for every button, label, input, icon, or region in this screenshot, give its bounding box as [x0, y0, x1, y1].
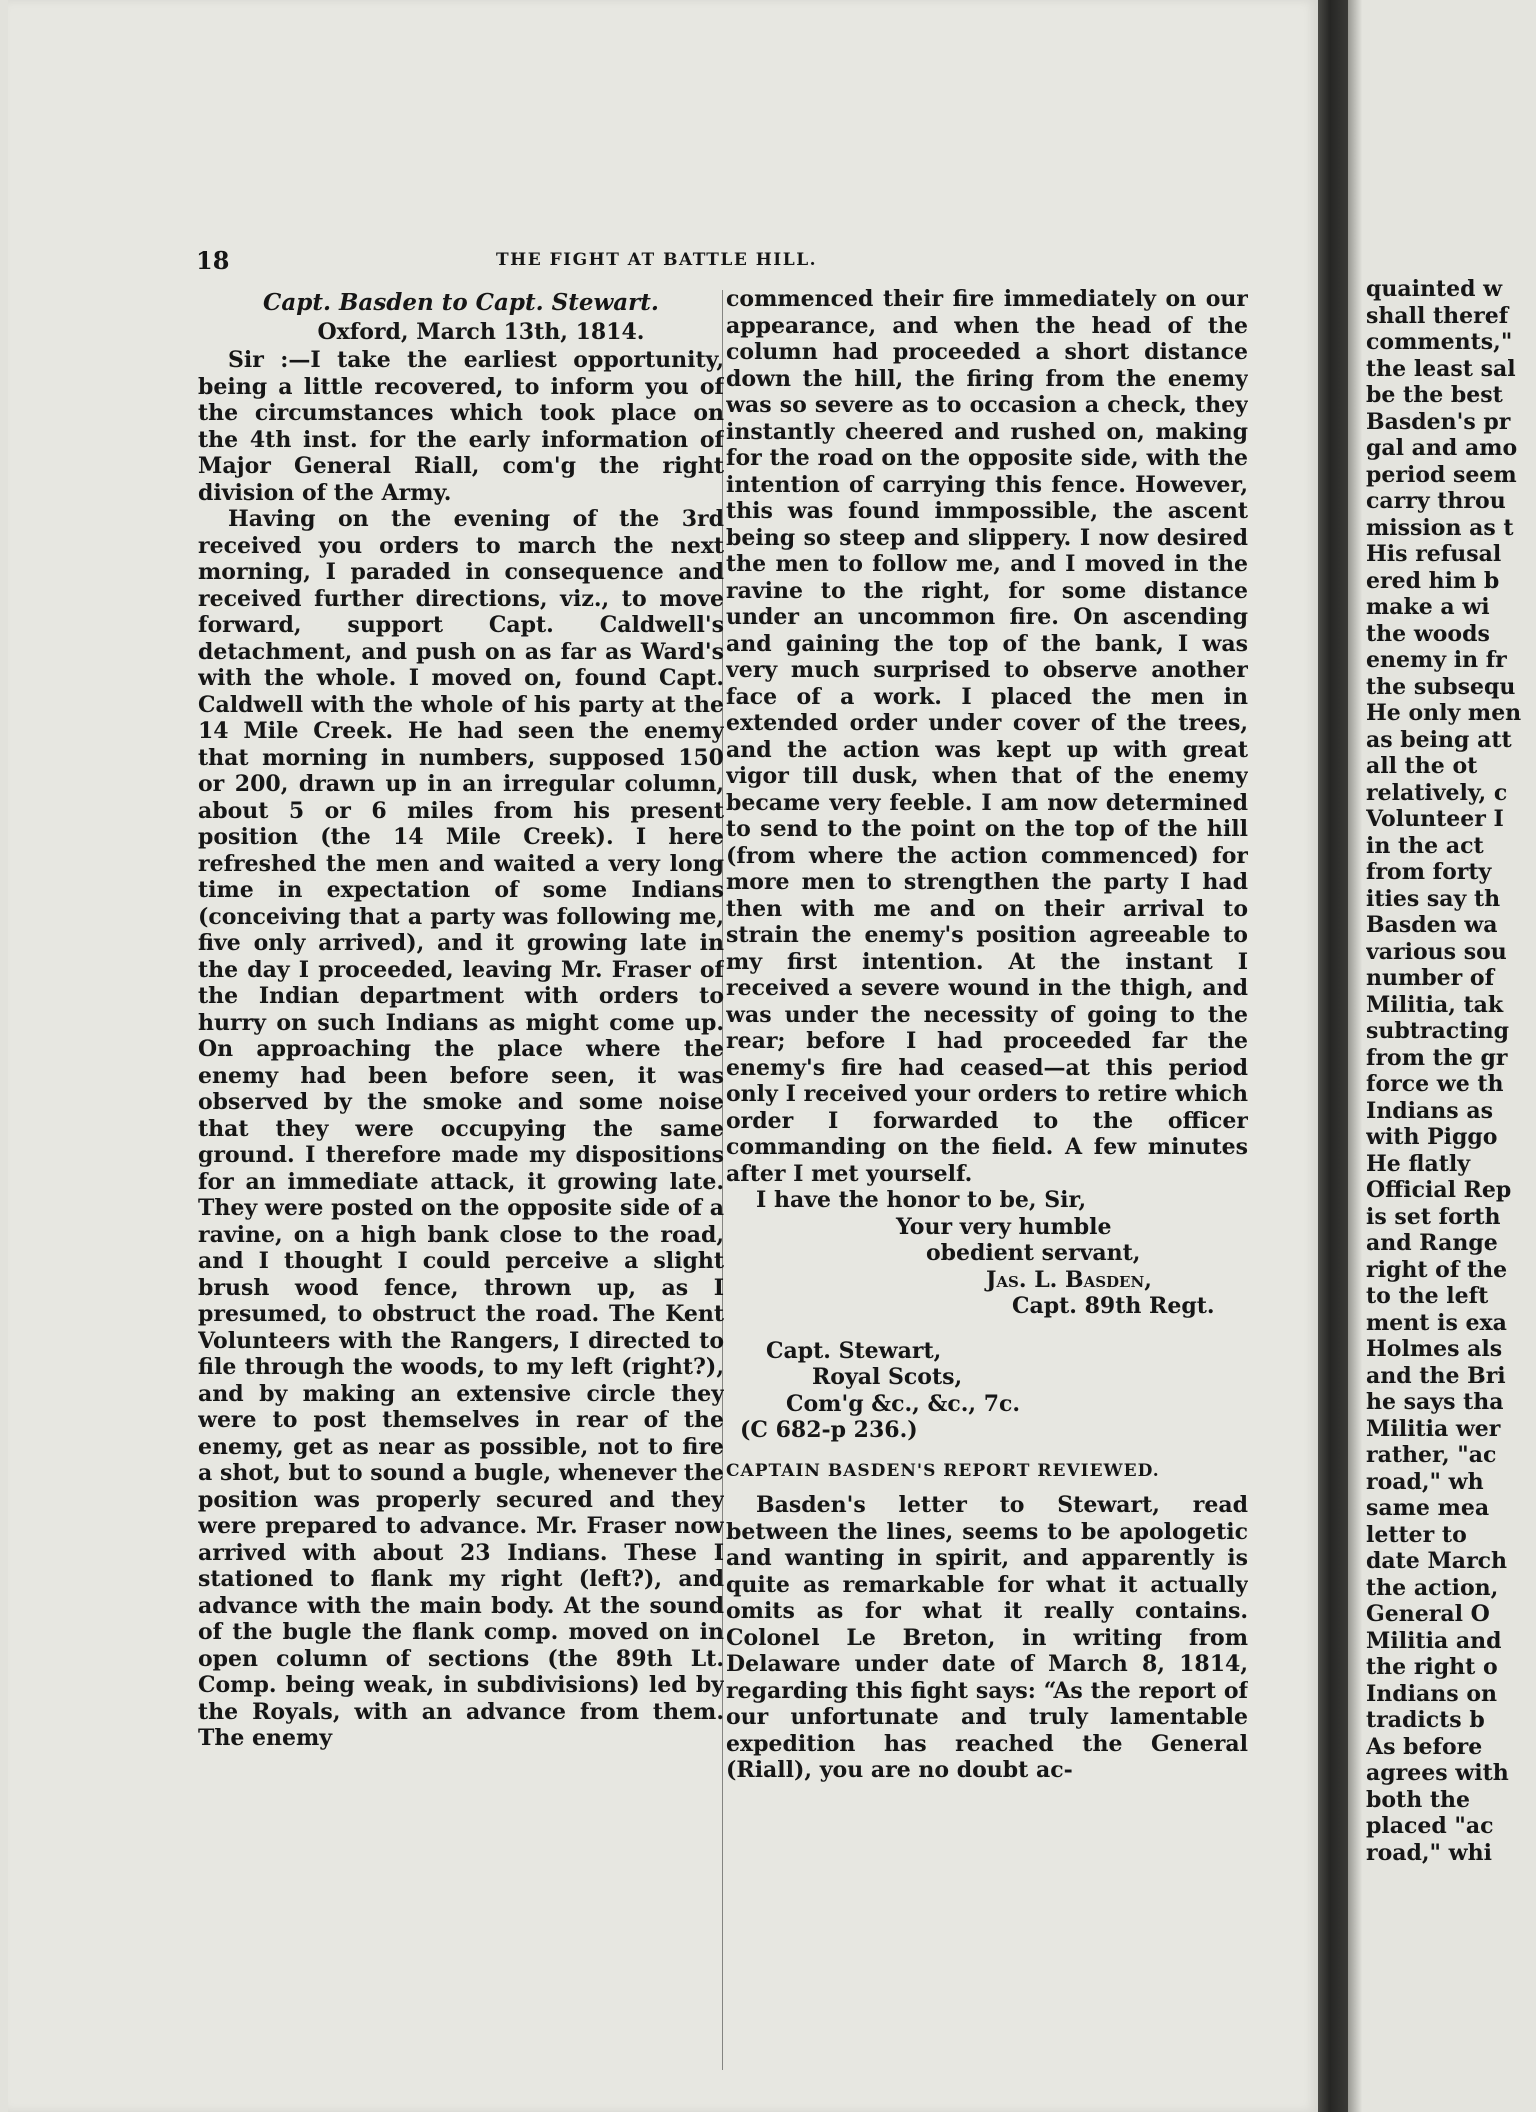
right-page-line: Militia, tak — [1366, 991, 1504, 1018]
right-page-line: and the Bri — [1366, 1362, 1506, 1389]
letter-dateline: Oxford, March 13th, 1814. — [317, 318, 645, 345]
right-page-line: make a wi — [1366, 594, 1490, 620]
right-page-line: road," whi — [1366, 1839, 1492, 1866]
page-number: 18 — [196, 246, 230, 275]
addressee-line-3: Com'g &c., &c., 7c. — [786, 1390, 1021, 1417]
right-page-column — [1366, 276, 1536, 2056]
right-page-line: He only men — [1366, 700, 1522, 726]
section-heading: CAPTAIN BASDEN'S REPORT REVIEWED. — [726, 1460, 1160, 1481]
right-page-line: number of — [1366, 965, 1495, 991]
right-page-line: the woods — [1366, 620, 1490, 647]
right-page-line: Indians on — [1366, 1680, 1497, 1707]
right-page-line: Volunteer I — [1366, 806, 1504, 832]
right-page-line: tradicts b — [1366, 1707, 1485, 1733]
right-page-line: various sou — [1366, 938, 1507, 965]
right-page-line: with Piggo — [1366, 1124, 1498, 1150]
right-page-line: Official Rep — [1366, 1177, 1512, 1203]
letter-paragraph-2-part-1: Having on the evening of the 3rd received you orders to march the next morning, I paraded in consequence and received further directions, viz., to move forward, support Capt. Caldwell's detachment, and push on as far as Ward's with the whole. I moved on, found Capt. Caldwell with the whole of his party at the 14 Mile Creek. He had seen the enemy that morning in numbers, supposed 150 or 200, drawn up in an irregular column, about 5 or 6 miles from his present position (the 14 Mile Creek). I here refreshed the men and waited a very long time in expectation of some Indians (conceiving that a party was following me, five only arrived), and it growing late in the day I proceeded, leaving Mr. Fraser of the Indian department with orders to hurry on such Indians as might come up. On approaching the place where the enemy had been before seen, it was observed by the smoke and some noise that they were occupying the same ground. I therefore made my dispositions for an immediate attack, it growing late. They were posted on the opposite side of a ravine, on a high bank close to the road, and I thought I could perceive a slight brush wood fence, thrown up, as I presumed, to obstruct the road. The Kent Volunteers with the Rangers, I directed to file through the woods, to my left (right?), and by making an extensive circle they were to post themselves in rear of the enemy, get as near as possible, not to fire a shot, but to sound a bugle, whenever the position was properly secured and they were prepared to advance. Mr. Fraser now arrived with about 23 Indians. These I stationed to flank my right (left?), and advance with the main body. At the sound of the bugle the flank comp. moved on in open column of sections (the 89th Lt. Comp. being weak, in subdivisions) led by the Royals, with an advance from them. The enemy — [198, 506, 724, 1751]
right-page-line: right of the — [1366, 1256, 1508, 1283]
signature-title: Capt. 89th Regt. — [1012, 1293, 1215, 1319]
valediction-line-2: obedient servant, — [926, 1240, 1141, 1266]
right-page-line: gal and amo — [1366, 435, 1518, 461]
right-page-line: the subsequ — [1366, 673, 1516, 700]
right-page-line: relatively, c — [1366, 779, 1508, 806]
right-page-line: He flatly — [1366, 1150, 1470, 1177]
right-page-line: both the — [1366, 1786, 1471, 1813]
archive-reference: (C 682-p 236.) — [740, 1417, 918, 1443]
letter-heading: Capt. Basden to Capt. Stewart. — [263, 290, 659, 316]
right-page-line: is set forth — [1366, 1203, 1501, 1230]
right-page-line: shall theref — [1366, 302, 1509, 329]
right-page-line: ered him b — [1366, 567, 1500, 594]
right-page-line: General O — [1366, 1601, 1490, 1627]
left-column — [198, 290, 724, 2070]
right-page-line: he says tha — [1366, 1389, 1504, 1415]
right-page-line: period seem — [1366, 461, 1517, 488]
right-page-line: the action, — [1366, 1574, 1499, 1601]
review-paragraph-1: Basden's letter to Stewart, read between the lines, seems to be apologetic and wanting in spirit, and apparently is quite as remarkable for what it actually omits as for what it really contains. Colonel Le Breton, in writing from Delaware under date of March 8, 1814, regarding this fight says: “As the report of our unfortunate and truly lamentable expedition has reached the General (Riall), you are no doubt ac- — [726, 1492, 1248, 1783]
right-page-line: as being att — [1366, 726, 1512, 753]
right-page-line: in the act — [1366, 832, 1484, 859]
right-page-line: be the best — [1366, 382, 1503, 408]
right-page-line: enemy in fr — [1366, 647, 1507, 673]
right-page-line: Basden's pr — [1366, 408, 1511, 435]
right-page-line: comments," — [1366, 329, 1513, 355]
right-page-line: Holmes als — [1366, 1336, 1503, 1362]
right-page-line: same mea — [1366, 1495, 1490, 1521]
right-page-line: from forty — [1366, 859, 1492, 885]
page-edge-shadow — [1348, 0, 1362, 2112]
right-page-line: ities say th — [1366, 885, 1501, 912]
right-page-line: Basden wa — [1366, 912, 1498, 938]
running-title: THE FIGHT AT BATTLE HILL. — [496, 250, 818, 270]
letter-closing: I have the honor to be, Sir, — [756, 1187, 1087, 1213]
right-page-line: carry throu — [1366, 488, 1506, 514]
right-page-line: all the ot — [1366, 753, 1478, 779]
right-page-line: date March — [1366, 1548, 1508, 1574]
right-page-line: Militia wer — [1366, 1415, 1501, 1442]
letter-paragraph-2-part-2: commenced their fire immediately on our appearance, and when the head of the column had proceeded a short distance down the hill, the firing from the enemy was so severe as to occasion a check, they instantly cheered and rushed on, making for the road on the opposite side, with the intention of carrying this fence. However, this was found immpossible, the ascent being so steep and slippery. I now desired the men to follow me, and I moved in the ravine to the right, for some distance under an uncommon fire. On ascending and gaining the top of the bank, I was very much surprised to observe another face of a work. I placed the men in extended order under cover of the trees, and the action was kept up with great vigor till dusk, when that of the enemy became very feeble. I am now determined to send to the point on the top of the hill (from where the action commenced) for more men to strengthen the party I had then with me and on their arrival to strain the enemy's position agreeable to my first intention. At the instant I received a severe wound in the thigh, and was under the necessity of going to the rear; before I had proceeded far the enemy's fire had ceased—at this period only I received your orders to retire which order I forwarded to the officer commanding on the field. A few minutes after I met yourself. — [726, 286, 1248, 1187]
letter-paragraph-1: Sir :—I take the earliest opportunity, being a little recovered, to inform you of the circumstances which took place on the 4th inst. for the early information of Major General Riall, com'g the right division of the Army. — [198, 347, 724, 506]
signature: Jas. L. Basden, — [986, 1266, 1152, 1293]
right-page-line: force we th — [1366, 1071, 1504, 1097]
book-gutter — [1318, 0, 1348, 2112]
right-page-line: mission as t — [1366, 514, 1514, 541]
right-page-line: Militia and — [1366, 1627, 1502, 1654]
right-page-line: road," wh — [1366, 1468, 1484, 1495]
right-page-line: the least sal — [1366, 355, 1516, 382]
addressee-line-2: Royal Scots, — [812, 1364, 963, 1390]
right-page — [1348, 0, 1536, 2112]
middle-column — [726, 286, 1248, 2066]
addressee-line-1: Capt. Stewart, — [766, 1337, 942, 1364]
right-page-line: from the gr — [1366, 1044, 1508, 1071]
right-page-line: As before — [1366, 1733, 1483, 1760]
running-header — [196, 246, 1236, 282]
right-page-line: letter to — [1366, 1521, 1467, 1548]
right-page-line: placed "ac — [1366, 1813, 1494, 1839]
right-page-line: agrees with — [1366, 1760, 1509, 1786]
valediction-line-1: Your very humble — [896, 1213, 1112, 1240]
right-page-line: Indians as — [1366, 1097, 1493, 1124]
right-page-line: subtracting — [1366, 1018, 1510, 1044]
right-page-line: rather, "ac — [1366, 1442, 1497, 1468]
right-page-line: quainted w — [1366, 276, 1503, 302]
right-page-line: His refusal — [1366, 541, 1502, 567]
right-page-line: to the left — [1366, 1283, 1489, 1309]
right-page-line: and Range — [1366, 1230, 1498, 1256]
right-page-line: the right o — [1366, 1654, 1498, 1680]
right-page-line: ment is exa — [1366, 1309, 1507, 1336]
